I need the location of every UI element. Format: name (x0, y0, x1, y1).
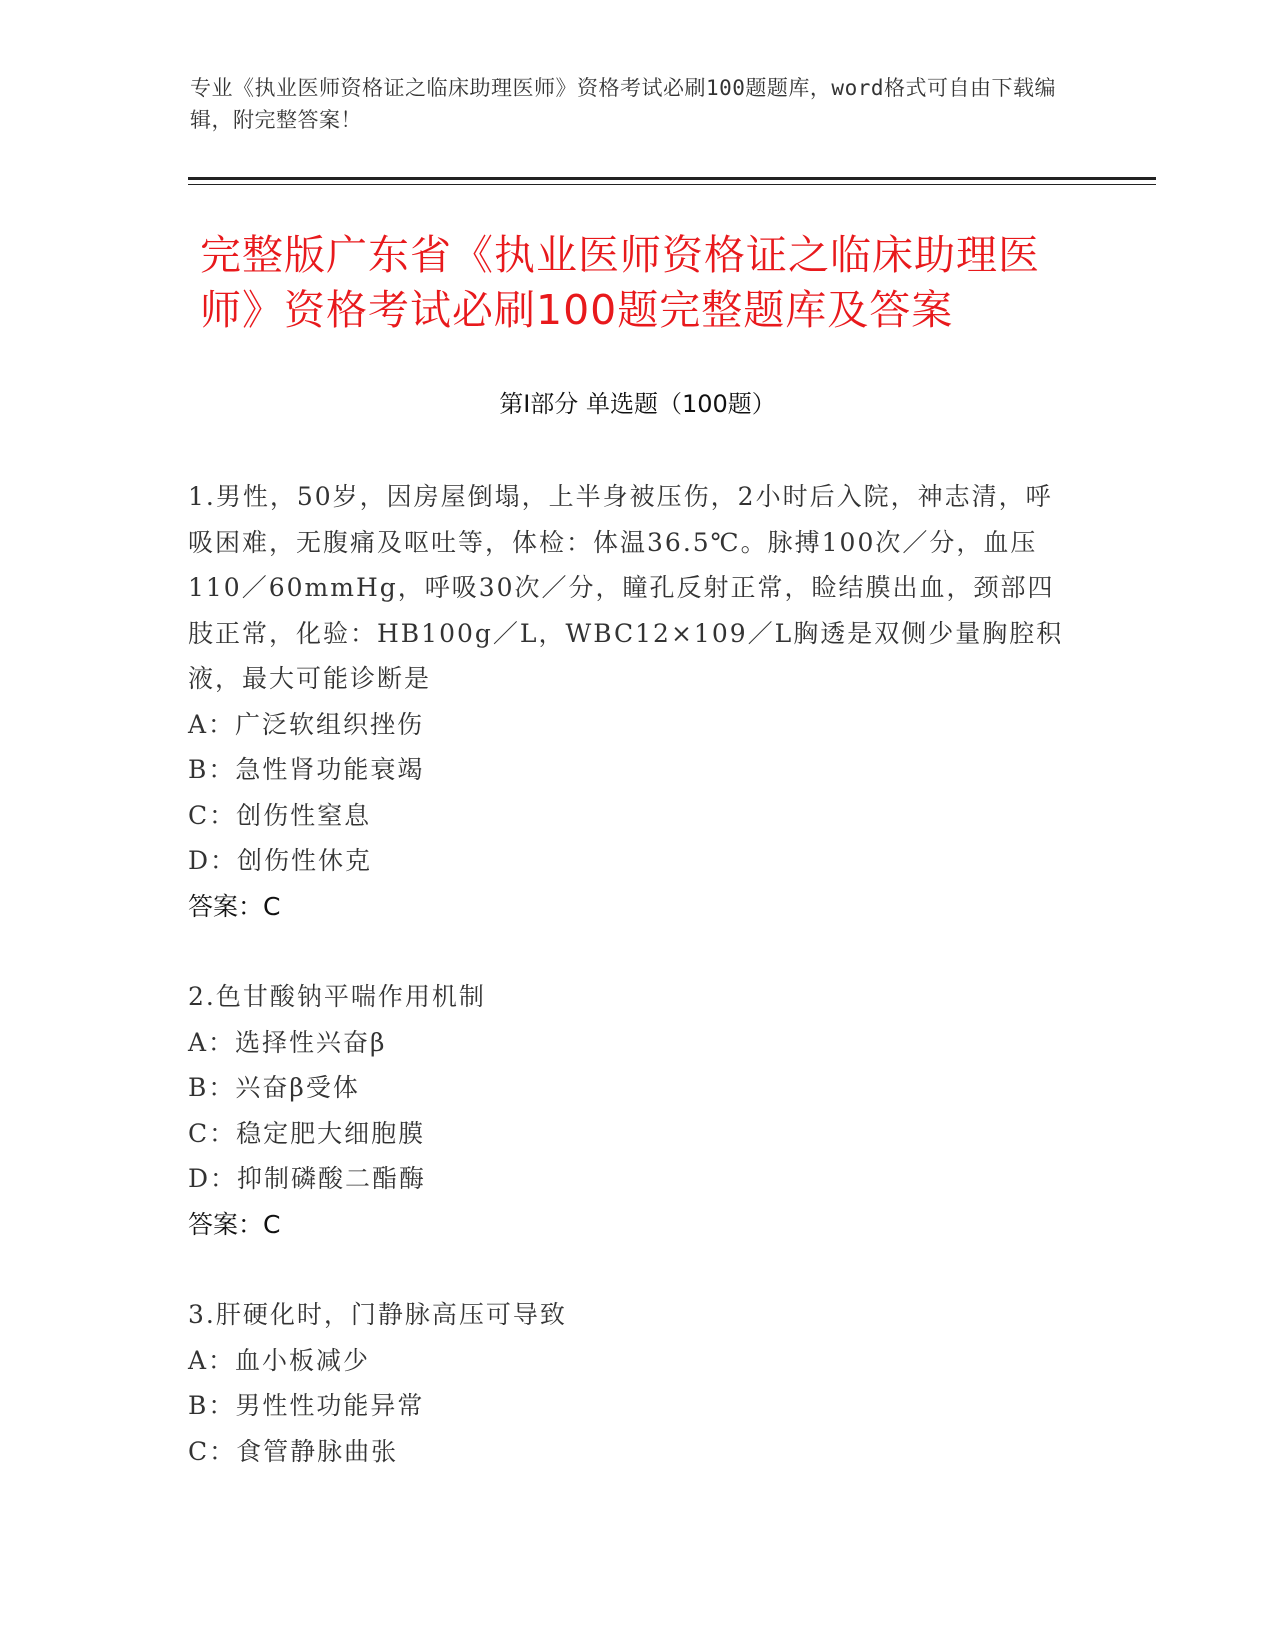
header-note: 专业《执业医师资格证之临床助理医师》资格考试必刷100题题库，word格式可自由下载编辑，附完整答案！ (190, 76, 1056, 132)
option-b: B：兴奋β受体 (188, 1073, 360, 1102)
question-3 (188, 1292, 1068, 1474)
question-stem: 3.肝硬化时，门静脉高压可导致 (188, 1300, 567, 1329)
option-d: D：创伤性休克 (188, 846, 373, 875)
option-a: A：选择性兴奋β (188, 1027, 387, 1057)
question-stem: 2.色甘酸钠平喘作用机制 (188, 982, 486, 1011)
option-c: C：稳定肥大细胞膜 (188, 1118, 426, 1148)
answer-line: 答案：C (188, 1209, 281, 1239)
document-title: 完整版广东省《执业医师资格证之临床助理医师》资格考试必刷100题完整题库及答案 (200, 231, 1040, 334)
option-d: D：抑制磷酸二酯酶 (188, 1164, 427, 1193)
question-1 (188, 474, 1068, 929)
option-a: A：血小板减少 (188, 1345, 371, 1375)
question-stem: 1.男性，50岁，因房屋倒塌，上半身被压伤，2小时后入院，神志清，呼吸困难，无腹痛及呕吐等，体检：体温36.5℃。脉搏100次／分，血压110／60mmHg，呼吸30次／分，瞳孔反射正常，睑结膜出血，颈部四肢正常，化验：HB100g／L，WBC12×109／L胸透是双侧少量胸腔积液，最大可能诊断是 (188, 482, 1064, 693)
answer-line: 答案：C (188, 891, 281, 921)
question-2 (188, 974, 1068, 1247)
header-divider-thin (188, 184, 1156, 185)
section-heading: 第Ⅰ部分 单选题（100题） (499, 390, 776, 418)
header-divider-thick (188, 177, 1156, 180)
option-a: A：广泛软组织挫伤 (188, 709, 425, 739)
option-b: B：急性肾功能衰竭 (188, 755, 425, 784)
option-c: C：创伤性窒息 (188, 800, 372, 830)
option-b: B：男性性功能异常 (188, 1391, 425, 1420)
question-list (188, 474, 1068, 1474)
option-c: C：食管静脉曲张 (188, 1436, 399, 1466)
